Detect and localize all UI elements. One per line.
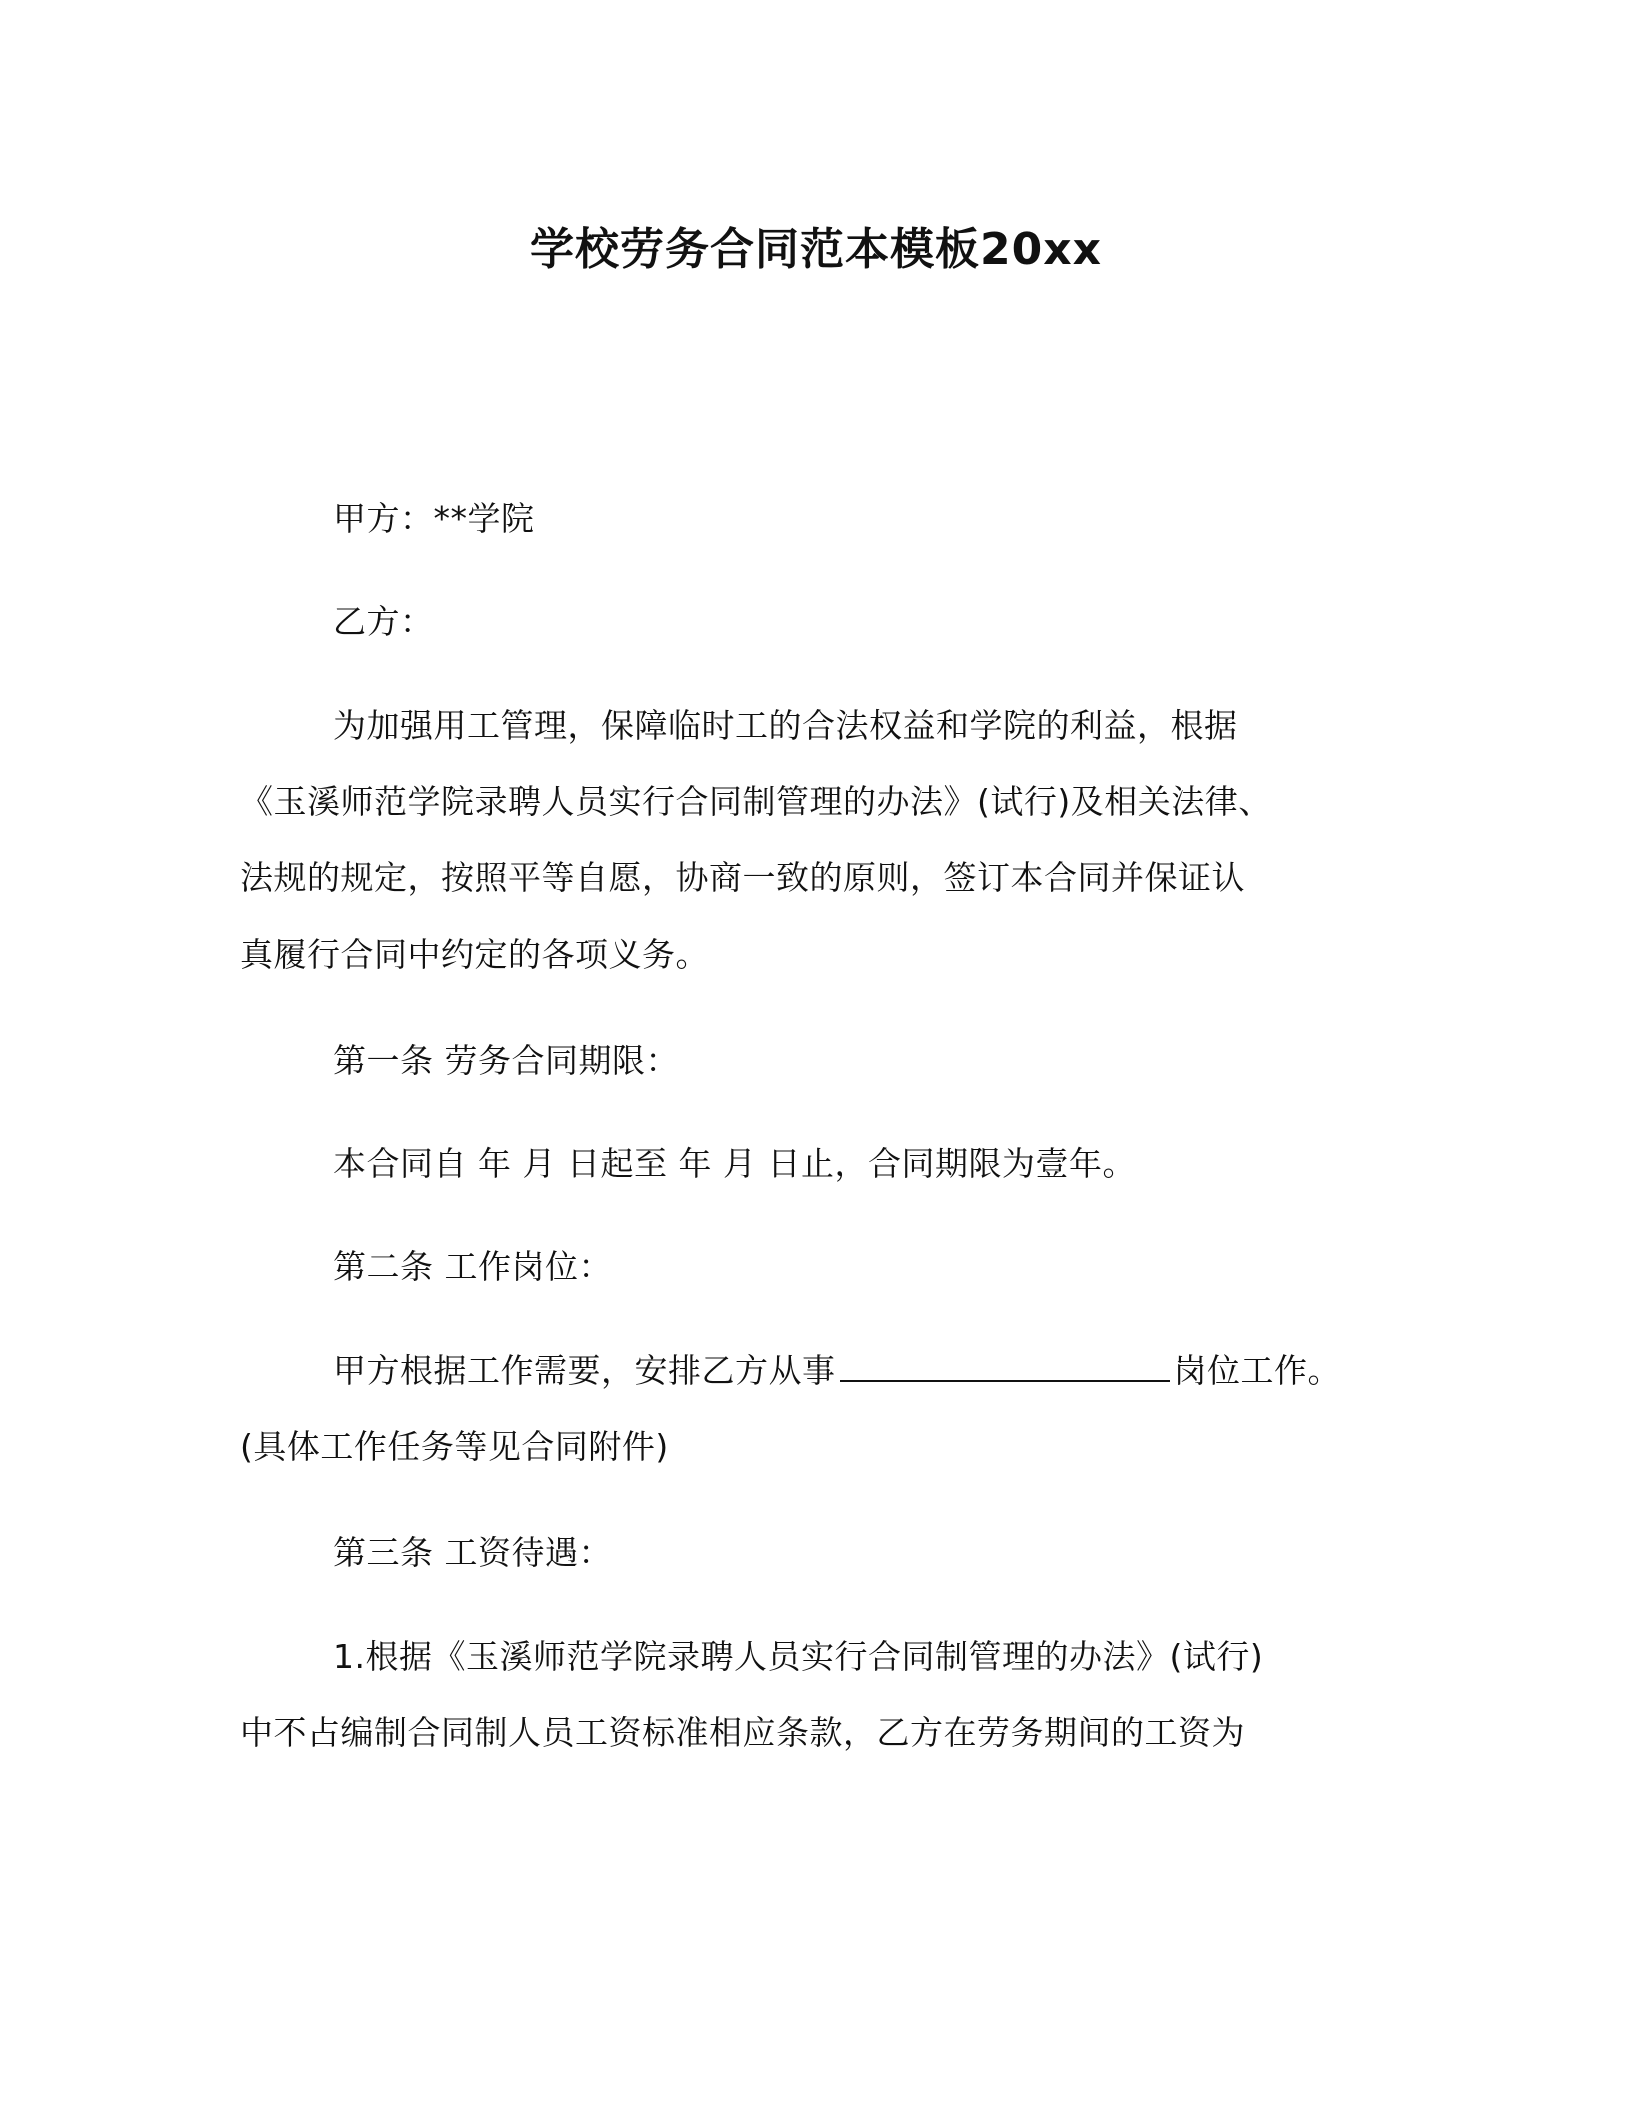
- party-b: 乙方：: [333, 602, 434, 641]
- position-blank-line: [840, 1350, 1170, 1382]
- party-a: 甲方：**学院: [333, 499, 535, 538]
- intro-line-3: 法规的规定，按照平等自愿，协商一致的原则，签订本合同并保证认: [240, 858, 1245, 897]
- article2-text-before: 甲方根据工作需要，安排乙方从事: [333, 1351, 836, 1390]
- article3-item1-line-2: 中不占编制合同制人员工资标准相应条款，乙方在劳务期间的工资为: [240, 1713, 1245, 1752]
- article1-heading: 第一条 劳务合同期限：: [333, 1041, 679, 1080]
- article2-text-after: 岗位工作。: [1173, 1351, 1341, 1390]
- intro-line-2: 《玉溪师范学院录聘人员实行合同制管理的办法》(试行)及相关法律、: [240, 782, 1272, 821]
- article1-text: 本合同自 年 月 日起至 年 月 日止，合同期限为壹年。: [333, 1144, 1136, 1183]
- article2-note: (具体工作任务等见合同附件): [240, 1427, 669, 1466]
- intro-line-1: 为加强用工管理，保障临时工的合法权益和学院的利益，根据: [333, 706, 1238, 745]
- article3-item1-line-1: 1.根据《玉溪师范学院录聘人员实行合同制管理的办法》(试行): [333, 1637, 1264, 1676]
- article3-heading: 第三条 工资待遇：: [333, 1533, 612, 1572]
- intro-line-4: 真履行合同中约定的各项义务。: [240, 935, 709, 974]
- document-title: 学校劳务合同范本模板20xx: [530, 224, 1102, 275]
- article2-heading: 第二条 工作岗位：: [333, 1247, 612, 1286]
- article2-text: [333, 1350, 1341, 1392]
